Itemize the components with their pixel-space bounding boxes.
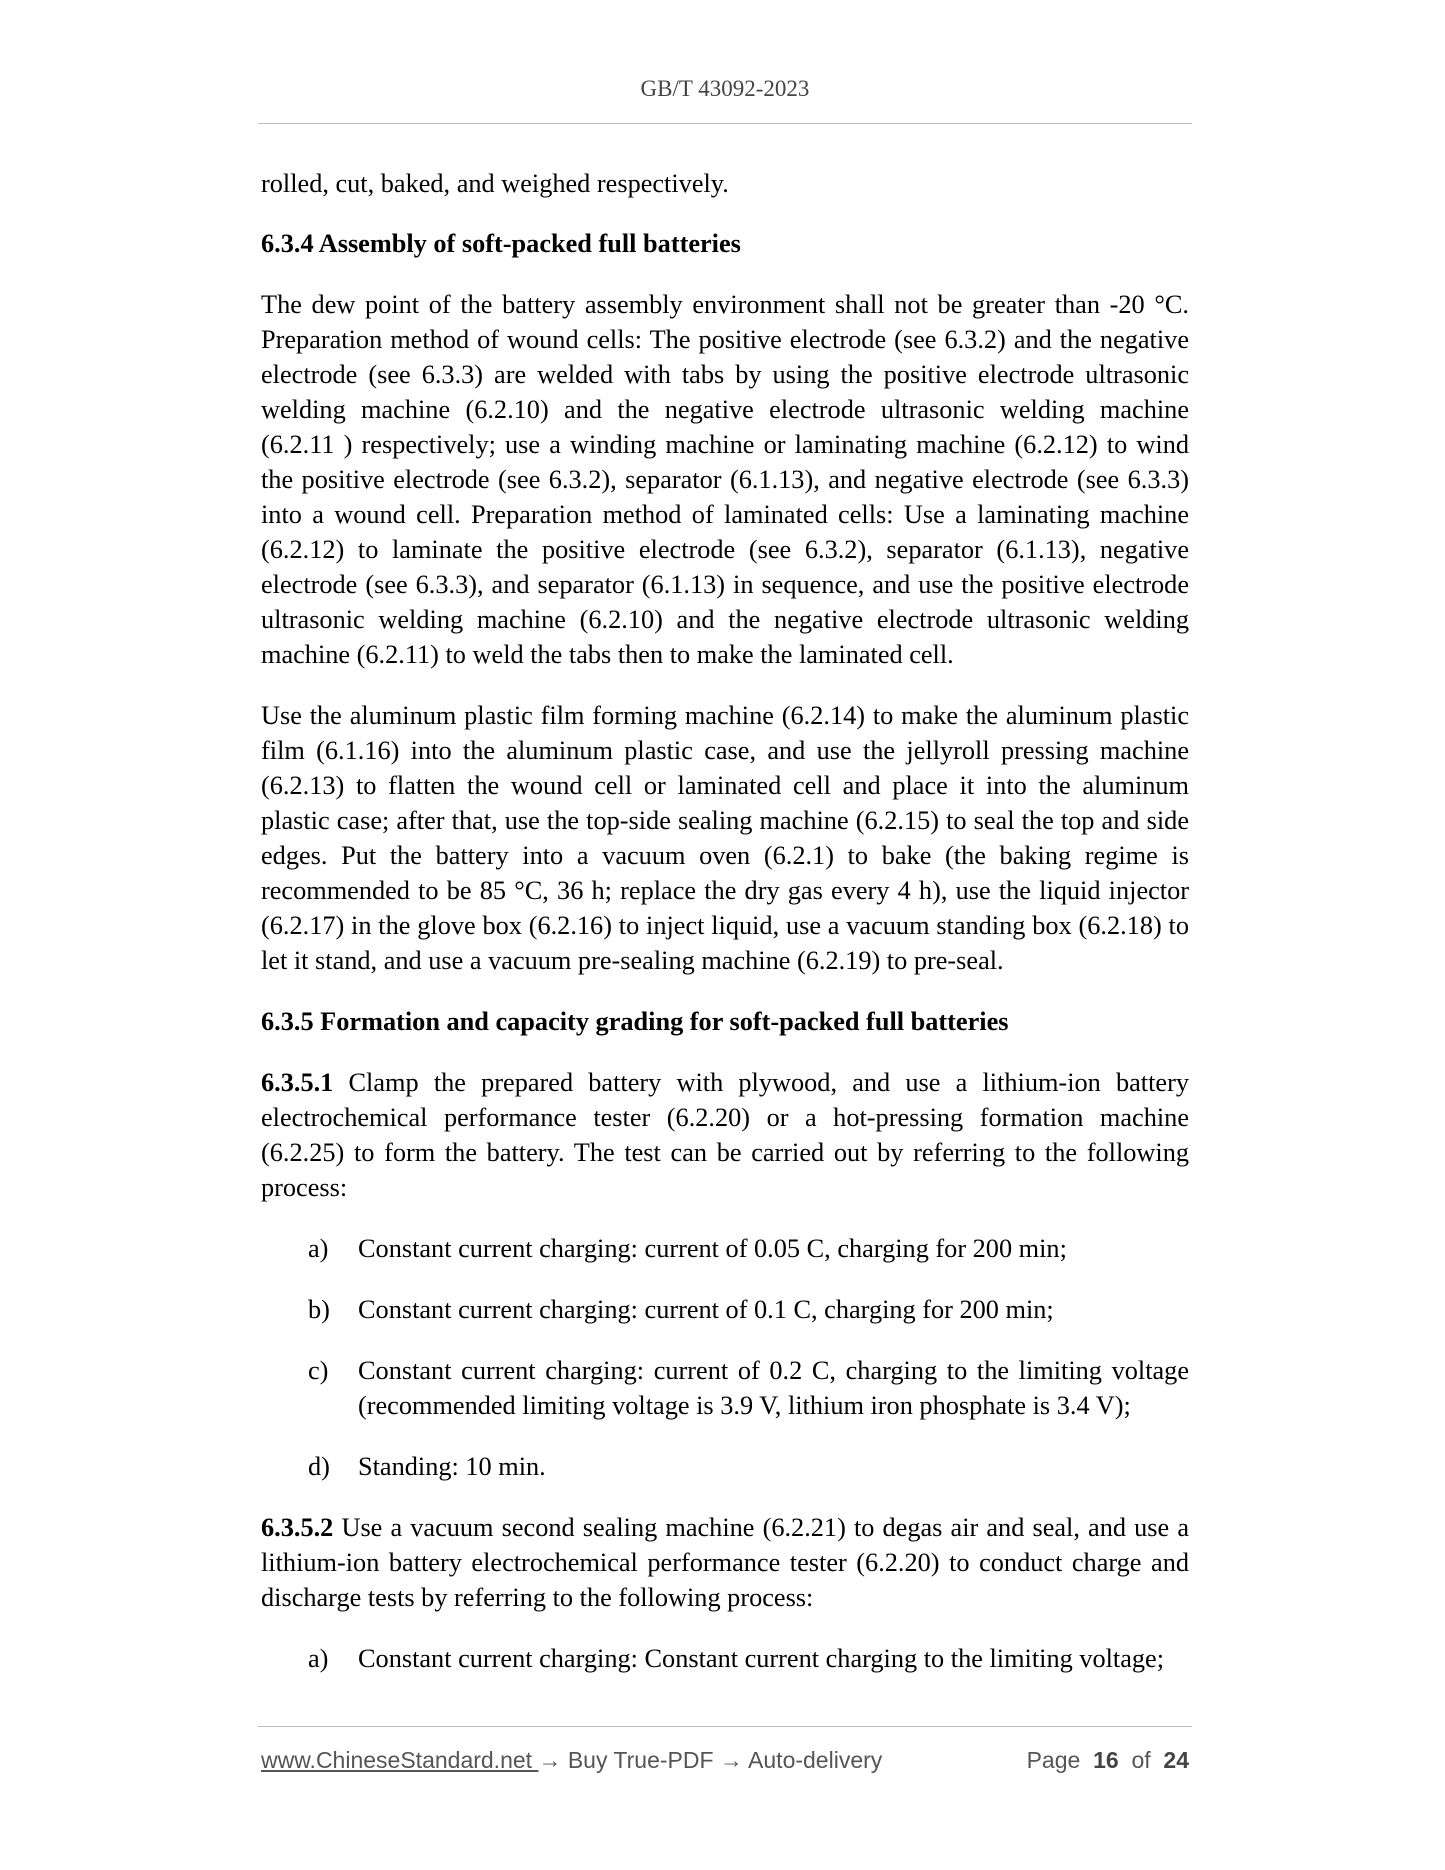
clause-number: 6.3.5.2 xyxy=(261,1513,334,1542)
clause-6-3-5-1 xyxy=(261,1065,1189,1205)
footer-divider xyxy=(258,1726,1192,1727)
delivery-text: Auto-delivery xyxy=(742,1747,883,1773)
page-total: 24 xyxy=(1163,1747,1189,1773)
page-indicator xyxy=(1027,1747,1189,1774)
list-marker: b) xyxy=(308,1295,330,1324)
clause-6-3-5-2 xyxy=(261,1510,1189,1615)
buy-text: Buy True-PDF xyxy=(561,1747,720,1773)
page-header: GB/T 43092-2023 xyxy=(640,76,810,101)
list-item-text: Constant current charging: current of 0.1 C, charging for 200 min; xyxy=(358,1295,1054,1324)
section-heading-6-3-4: 6.3.4 Assembly of soft-packed full batteries xyxy=(261,229,741,258)
list-marker: a) xyxy=(308,1644,329,1673)
clause-text: Use a vacuum second sealing machine (6.2.21) to degas air and seal, and use a lithium-ion battery electrochemical performance tester (6.2.20) to conduct charge and discharge tests by referring to the following process: xyxy=(261,1513,1189,1612)
list-marker: a) xyxy=(308,1234,329,1263)
process-list-capacity xyxy=(261,1641,1189,1676)
arrow-right-icon: → xyxy=(719,1747,743,1773)
arrow-right-icon: → xyxy=(538,1747,562,1773)
list-item-text: Constant current charging: current of 0.2 C, charging to the limiting voltage (recommended limiting voltage is 3.9 V, lithium iron phosphate is 3.4 V); xyxy=(358,1356,1189,1420)
section-heading-6-3-5: 6.3.5 Formation and capacity grading for soft-packed full batteries xyxy=(261,1007,1009,1036)
page-content xyxy=(261,166,1189,1702)
page-label: Page xyxy=(1026,1747,1081,1773)
list-item xyxy=(261,1641,1189,1676)
list-marker: d) xyxy=(308,1452,330,1481)
clause-text: Clamp the prepared battery with plywood, and use a lithium-ion battery electrochemical performance tester (6.2.20) or a hot-pressing formation machine (6.2.25) to form the battery. The test can be carried out by referring to the following process: xyxy=(261,1068,1189,1202)
paragraph-assembly-2: Use the aluminum plastic film forming machine (6.2.14) to make the aluminum plastic film (6.1.16) into the aluminum plastic case, and use the jellyroll pressing machine (6.2.13) to flatten the wound cell or laminated cell and place it into the aluminum plastic case; after that, use the top-side sealing machine (6.2.15) to seal the top and side edges. Put the battery into a vacuum oven (6.2.1) to bake (the baking regime is recommended to be 85 °C, 36 h; replace the dry gas every 4 h), use the liquid injector (6.2.17) in the glove box (6.2.16) to inject liquid, use a vacuum standing box (6.2.18) to let it stand, and use a vacuum pre-sealing machine (6.2.19) to pre-seal. xyxy=(261,701,1189,975)
list-item-text: Constant current charging: Constant current charging to the limiting voltage; xyxy=(358,1644,1165,1673)
header-divider xyxy=(258,123,1192,124)
of-label: of xyxy=(1131,1747,1151,1773)
clause-number: 6.3.5.1 xyxy=(261,1068,334,1097)
site-link[interactable]: www.ChineseStandard.net xyxy=(261,1747,539,1773)
page-footer xyxy=(261,1747,1189,1774)
paragraph-assembly-1: The dew point of the battery assembly environment shall not be greater than -20 °C. Preparation method of wound cells: The positive electrode (see 6.3.2) and the negative electrode (see 6.3.3) are welded with tabs by using the positive electrode ultrasonic welding machine (6.2.10) and the negative electrode ultrasonic welding machine (6.2.11 ) respectively; use a winding machine or laminating machine (6.2.12) to wind the positive electrode (see 6.3.2), separator (6.1.13), and negative electrode (see 6.3.3) into a wound cell. Preparation method of laminated cells: Use a laminating machine (6.2.12) to laminate the positive electrode (see 6.3.2), separator (6.1.13), negative electrode (see 6.3.3), and separator (6.1.13) in sequence, and use the positive electrode ultrasonic welding machine (6.2.10) and the negative electrode ultrasonic welding machine (6.2.11) to weld the tabs then to make the laminated cell. xyxy=(261,290,1189,669)
list-item xyxy=(261,1449,1189,1484)
list-item-text: Standing: 10 min. xyxy=(358,1452,546,1481)
process-list-formation xyxy=(261,1231,1189,1484)
list-item xyxy=(261,1353,1189,1423)
list-item xyxy=(261,1231,1189,1266)
list-marker: c) xyxy=(308,1356,329,1385)
continuation-paragraph: rolled, cut, baked, and weighed respectively. xyxy=(261,169,729,198)
page-number: 16 xyxy=(1093,1747,1119,1773)
list-item xyxy=(261,1292,1189,1327)
list-item-text: Constant current charging: current of 0.05 C, charging for 200 min; xyxy=(358,1234,1067,1263)
